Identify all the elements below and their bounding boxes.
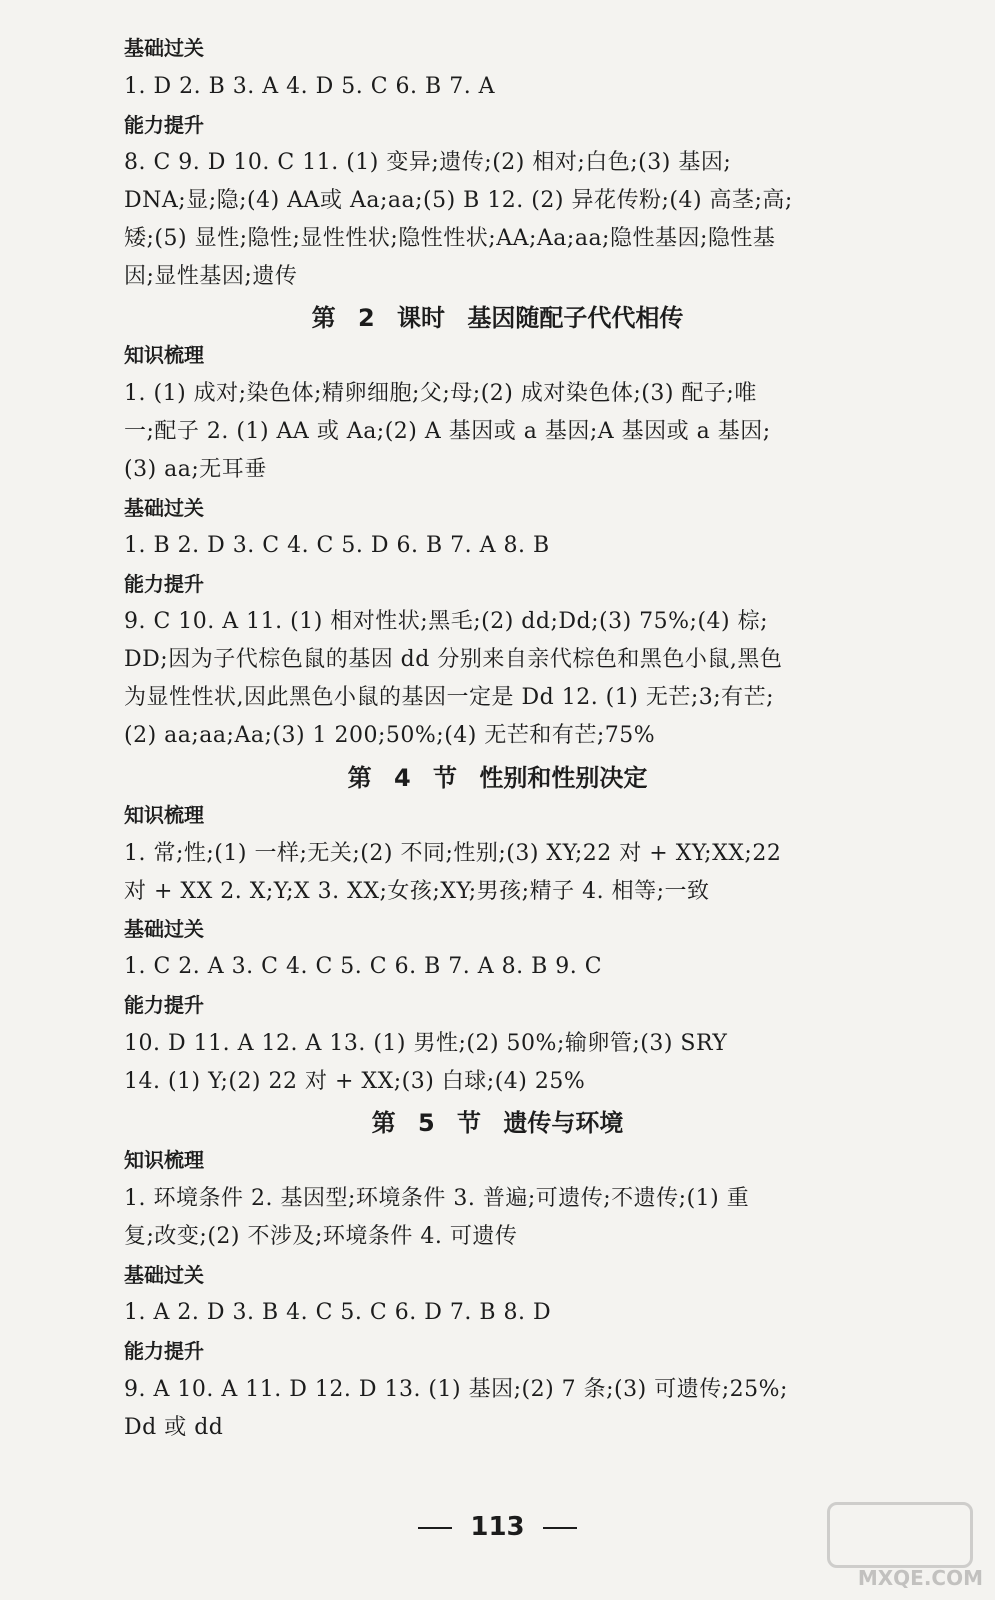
section-heading: 基础过关 (124, 36, 204, 60)
answer-line: 对 + XX 2. X;Y;X 3. XX;女孩;XY;男孩;精子 4. 相等;一致 (124, 879, 710, 904)
watermark-logo (827, 1502, 973, 1568)
answer-line: 1. A 2. D 3. B 4. C 5. C 6. D 7. B 8. D (124, 1300, 552, 1325)
answer-line: 10. D 11. A 12. A 13. (1) 男性;(2) 50%;输卵管;(3) SRY (124, 1031, 728, 1056)
answer-line: 1. (1) 成对;染色体;精卵细胞;父;母;(2) 成对染色体;(3) 配子;唯 (124, 381, 757, 406)
answer-line: 为显性性状,因此黑色小鼠的基因一定是 Dd 12. (1) 无芒;3;有芒; (124, 685, 775, 710)
section-heading: 能力提升 (124, 572, 204, 596)
lesson-title: 第 5 节 遗传与环境 (371, 1109, 624, 1137)
page-number-left-dash (418, 1527, 452, 1529)
answer-line: 8. C 9. D 10. C 11. (1) 变异;遗传;(2) 相对;白色;(3) 基因; (124, 150, 732, 175)
section-heading: 能力提升 (124, 113, 204, 137)
answer-line: 1. D 2. B 3. A 4. D 5. C 6. B 7. A (124, 74, 496, 99)
section-heading: 能力提升 (124, 1339, 204, 1363)
answer-line: 1. 环境条件 2. 基因型;环境条件 3. 普遍;可遗传;不遗传;(1) 重 (124, 1186, 750, 1211)
section-heading: 知识梳理 (124, 343, 204, 367)
section-heading: 基础过关 (124, 1263, 204, 1287)
answer-line: 9. C 10. A 11. (1) 相对性状;黑毛;(2) dd;Dd;(3) 75%;(4) 棕; (124, 609, 769, 634)
answer-line: DNA;显;隐;(4) AA或 Aa;aa;(5) B 12. (2) 异花传粉;(4) 高茎;高; (124, 188, 793, 213)
answer-line: 因;显性基因;遗传 (124, 264, 298, 289)
answer-line: 一;配子 2. (1) AA 或 Aa;(2) A 基因或 a 基因;A 基因或 a 基因; (124, 419, 771, 444)
answer-line: 9. A 10. A 11. D 12. D 13. (1) 基因;(2) 7 条;(3) 可遗传;25%; (124, 1377, 788, 1402)
section-heading: 知识梳理 (124, 803, 204, 827)
section-heading: 基础过关 (124, 496, 204, 520)
answer-line: 14. (1) Y;(2) 22 对 + XX;(3) 白球;(4) 25% (124, 1069, 586, 1094)
answer-line: DD;因为子代棕色鼠的基因 dd 分别来自亲代棕色和黑色小鼠,黑色 (124, 647, 783, 672)
page-number-right-dash (543, 1527, 577, 1529)
section-heading: 基础过关 (124, 917, 204, 941)
answer-line: 矮;(5) 显性;隐性;显性性状;隐性性状;AA;Aa;aa;隐性基因;隐性基 (124, 226, 776, 251)
answer-line: 1. 常;性;(1) 一样;无关;(2) 不同;性别;(3) XY;22 对 + XY;XX;22 (124, 841, 782, 866)
site-watermark (833, 1502, 983, 1592)
answer-line: Dd 或 dd (124, 1415, 224, 1440)
answer-line: (2) aa;aa;Aa;(3) 1 200;50%;(4) 无芒和有芒;75% (124, 723, 656, 748)
section-heading: 能力提升 (124, 993, 204, 1017)
answer-line: 1. B 2. D 3. C 4. C 5. D 6. B 7. A 8. B (124, 533, 550, 558)
page-number-text: 113 (470, 1512, 525, 1542)
section-heading: 知识梳理 (124, 1148, 204, 1172)
lesson-title: 第 4 节 性别和性别决定 (347, 764, 648, 792)
answer-line: (3) aa;无耳垂 (124, 457, 267, 482)
answer-line: 复;改变;(2) 不涉及;环境条件 4. 可遗传 (124, 1224, 518, 1249)
answer-line: 1. C 2. A 3. C 4. C 5. C 6. B 7. A 8. B 9. C (124, 954, 603, 979)
lesson-title: 第 2 课时 基因随配子代代相传 (311, 304, 684, 332)
watermark-url: MXQE.COM (857, 1566, 983, 1590)
